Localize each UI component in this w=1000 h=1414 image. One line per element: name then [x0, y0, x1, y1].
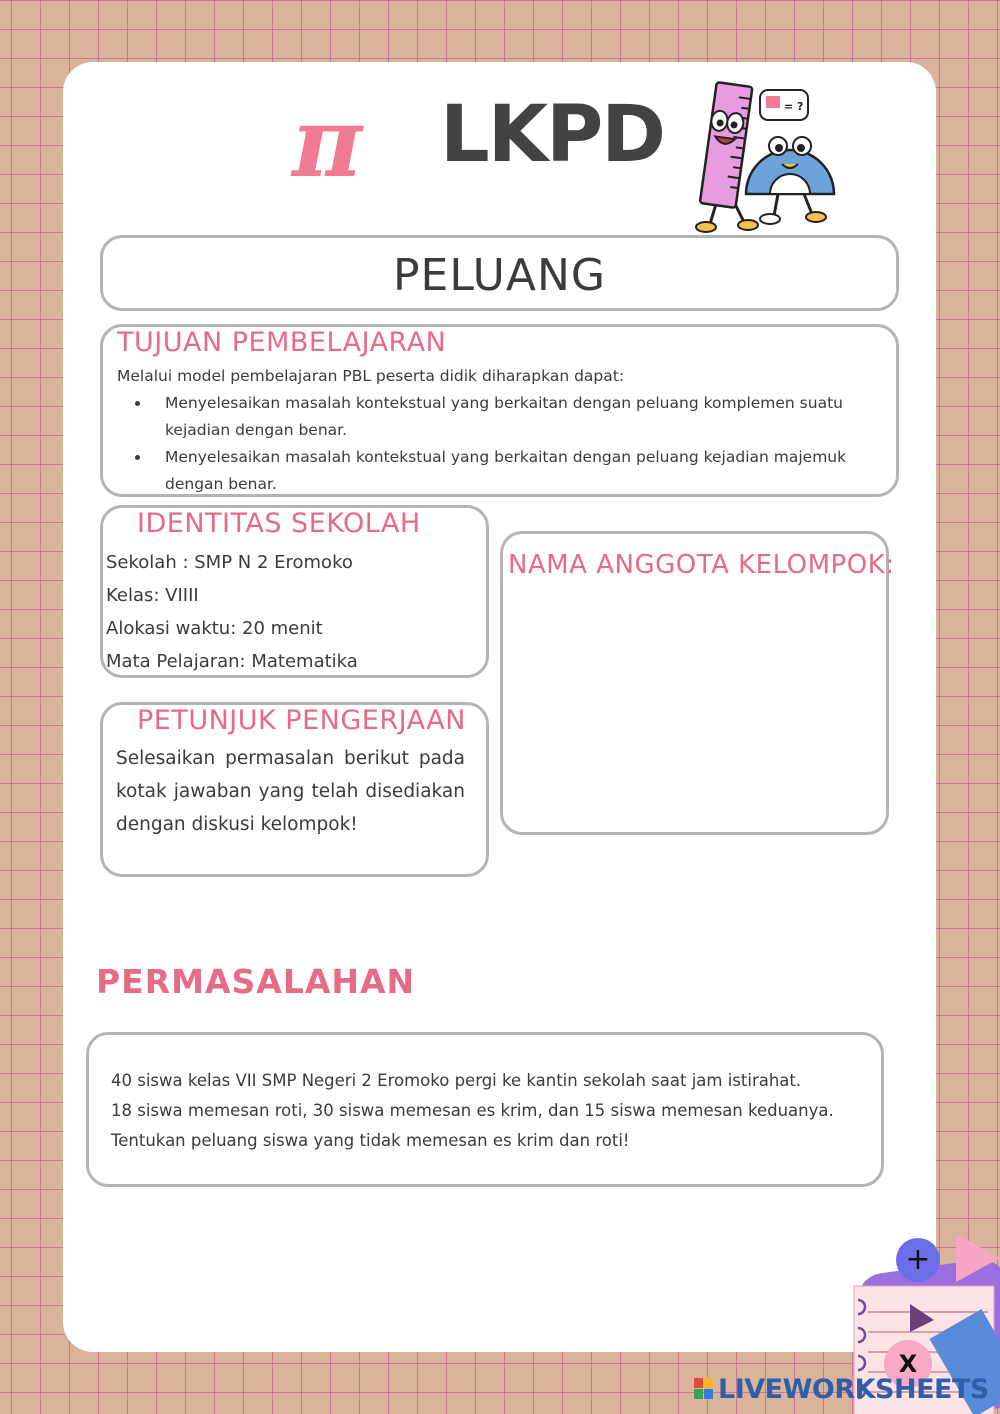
problem-line: 40 siswa kelas VII SMP Negeri 2 Eromoko pergi ke kantin sekolah saat jam istirahat.: [111, 1071, 802, 1090]
learning-goals-list: [117, 390, 887, 498]
instructions-text: Selesaikan permasalan berikut pada kotak jawaban yang telah disediakan dengan diskusi kelompok!: [116, 748, 465, 835]
instructions-box: [100, 702, 489, 877]
identity-class: Kelas: VIIII: [106, 585, 199, 606]
pi-symbol: π: [292, 86, 363, 199]
identity-school: Sekolah : SMP N 2 Eromoko: [106, 552, 353, 573]
topic-box: [100, 235, 899, 311]
learning-goals-intro: Melalui model pembelajaran PBL peserta didik diharapkan dapat:: [117, 367, 625, 385]
identity-subject: Mata Pelajaran: Matematika: [106, 651, 358, 672]
group-members-box[interactable]: [500, 531, 895, 835]
identity-time: Alokasi waktu: 20 menit: [106, 618, 323, 639]
problem-heading: PERMASALAHAN: [96, 962, 416, 1001]
problem-line: 18 siswa memesan roti, 30 siswa memesan es krim, dan 15 siswa memesan keduanya.: [111, 1101, 834, 1120]
list-item: • Menyelesaikan masalah kontekstual yang berkaitan dengan peluang kejadian majemuk dengan benar.: [151, 444, 887, 498]
school-identity-box: [100, 505, 489, 678]
liveworksheets-logo-icon: [694, 1378, 714, 1400]
problem-line: Tentukan peluang siswa yang tidak memesan es krim dan roti!: [111, 1131, 630, 1150]
list-item: • Menyelesaikan masalah kontekstual yang berkaitan dengan peluang komplemen suatu kejadian dengan benar.: [151, 390, 887, 444]
problem-box: [86, 1032, 884, 1187]
school-identity-heading: IDENTITAS SEKOLAH: [137, 508, 421, 539]
learning-goals-heading: TUJUAN PEMBELAJARAN: [117, 327, 447, 358]
page-title: LKPD: [440, 90, 665, 180]
plus-icon[interactable]: +: [896, 1238, 940, 1282]
close-icon[interactable]: X: [884, 1340, 932, 1388]
topic-title: PELUANG: [393, 250, 606, 301]
speech-text: = ?: [784, 100, 804, 113]
footer-brand[interactable]: LIVEWORKSHEETS: [718, 1374, 989, 1405]
instructions-heading: PETUNJUK PENGERJAAN: [137, 705, 466, 736]
group-members-heading: NAMA ANGGOTA KELOMPOK:: [508, 550, 895, 580]
learning-goals-box: [100, 324, 899, 497]
ruler-protractor-mascot-icon: [686, 76, 846, 236]
